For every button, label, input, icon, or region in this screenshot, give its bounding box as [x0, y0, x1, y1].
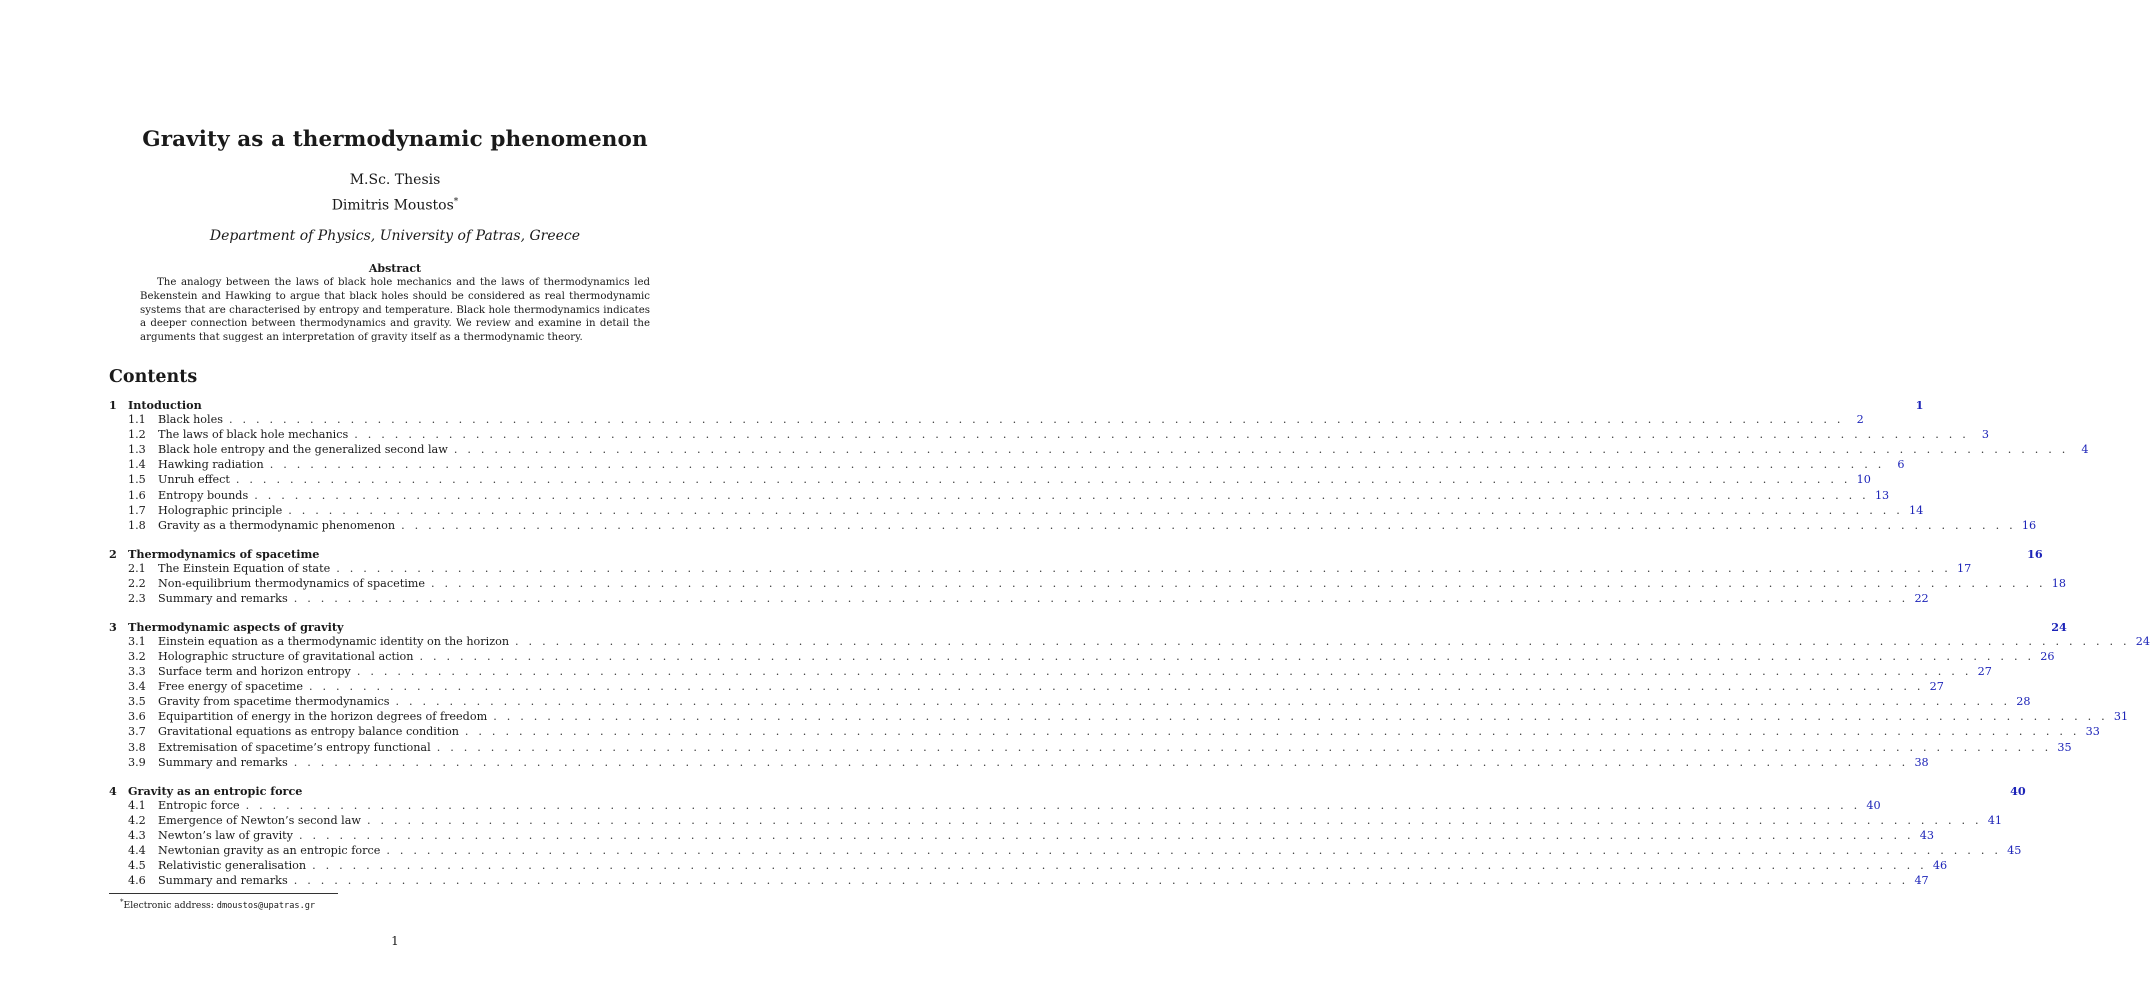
toc-entry-title[interactable]: Summary and remarks [158, 755, 288, 769]
toc-entry-title[interactable]: Gravity as a thermodynamic phenomenon [158, 518, 396, 532]
toc-page-link[interactable]: 4 [2081, 443, 2089, 457]
dot-leader: . . . . . . . . . . . . . . . . . . . . . . . . . . . . . . . . . . . . . . . . . . . . . . . . . . . . . . . . . . . . . . . . . . . . . . . . . . . . . . . . . . . . . . . . . . . . . . . . . . . . . . . . . . . . . . . . . . . . . . . . [436, 740, 2052, 754]
toc-subsection-entry[interactable] [109, 740, 2072, 756]
contents-heading: Contents [109, 367, 198, 387]
toc-page-link[interactable]: 17 [1956, 561, 1972, 575]
toc-entry-title[interactable]: Free energy of spacetime [158, 680, 303, 694]
dot-leader: . . . . . . . . . . . . . . . . . . . . . . . . . . . . . . . . . . . . . . . . . . . . . . . . . . . . . . . . . . . . . . . . . . . . . . . . . . . . . . . . . . . . . . . . . . . . . . . . . . . . . . . . . . . . . . . . . . . . . . . . [515, 634, 2130, 648]
toc-entry-number: 3 [109, 619, 117, 634]
toc-entry-number: 2 [109, 546, 117, 561]
dot-leader: . . . . . . . . . . . . . . . . . . . . . . . . . . . . . . . . . . . . . . . . . . . . . . . . . . . . . . . . . . . . . . . . . . . . . . . . . . . . . . . . . . . . . . . . . . . . . . . . . . . . . . . . . . . . . . . . . . . . . . . . [336, 561, 1951, 575]
toc-entry-number: 3.4 [128, 680, 146, 694]
author-footnote-mark[interactable]: * [453, 197, 459, 207]
toc-entry-title[interactable]: Gravity from spacetime thermodynamics [158, 695, 390, 709]
abstract-text: The analogy between the laws of black hole mechanics and the laws of thermodynamics led Bekenstein and Hawking to argue that black holes should be considered as real thermodynamic systems that are characterised by entropy and temperature. Black hole thermodynamics indicates a deeper connection between thermodynamics and gravity. We review and examine in detail the arguments that suggest an interpretation of gravity itself as a thermodynamic theory. [140, 277, 650, 344]
toc-entry-number: 1.1 [128, 413, 146, 427]
toc-subsection-entry[interactable] [109, 843, 2022, 859]
affiliation: Department of Physics, University of Patras, Greece [209, 228, 581, 244]
toc-section-3 [109, 619, 2150, 771]
toc-subsection-entry[interactable] [109, 755, 1929, 771]
toc-section-entry[interactable] [109, 783, 2026, 799]
dot-leader: . . . . . . . . . . . . . . . . . . . . . . . . . . . . . . . . . . . . . . . . . . . . . . . . . . . . . . . . . . . . . . . . . . . . . . . . . . . . . . . . . . . . . . . . . . . . . . . . . . . . . . . . . . . . . . . . . . . . . . . . [298, 828, 1914, 842]
toc-section-4 [109, 783, 2026, 890]
toc-page-link[interactable]: 1 [1915, 398, 1924, 412]
toc-entry-title[interactable]: Holographic principle [158, 503, 283, 517]
dot-leader: . . . . . . . . . . . . . . . . . . . . . . . . . . . . . . . . . . . . . . . . . . . . . . . . . . . . . . . . . . . . . . . . . . . . . . . . . . . . . . . . . . . . . . . . . . . . . . . . . . . . . . . . . . . . . . . . . . . . . . . . [293, 874, 1909, 888]
toc-entry-number: 2.2 [128, 576, 146, 590]
toc-entry-number: 3.8 [128, 740, 146, 754]
toc-page-link[interactable]: 14 [1908, 503, 1924, 517]
toc-subsection-entry[interactable] [109, 634, 2150, 650]
toc-page-link[interactable]: 22 [1914, 591, 1929, 605]
toc-entry-number: 1.7 [128, 503, 146, 517]
toc-subsection-entry[interactable] [109, 488, 1890, 504]
toc-page-link[interactable]: 18 [2051, 576, 2066, 590]
footnote-email[interactable]: dmoustos@upatras.gr [216, 901, 316, 912]
toc-subsection-entry[interactable] [109, 859, 1948, 874]
toc-entry-title[interactable]: Relativistic generalisation [158, 859, 307, 873]
dot-leader: . . . . . . . . . . . . . . . . . . . . . . . . . . . . . . . . . . . . . . . . . . . . . . . . . . . . . . . . . . . . . . . . . . . . . . . . . . . . . . . . . . . . . . . . . . . . . . . . . . . . . . . . . . . . . . . . . . . . . . . . [228, 413, 1844, 427]
dot-leader: . . . . . . . . . . . . . . . . . . . . . . . . . . . . . . . . . . . . . . . . . . . . . . . . . . . . . . . . . . . . . . . . . . . . . . . . . . . . . . . . . . . . . . . . . . . . . . . . . . . . . . . . . . . . . . . . . . . . . . . . [464, 725, 2080, 739]
dot-leader: . . . . . . . . . . . . . . . . . . . . . . . . . . . . . . . . . . . . . . . . . . . . . . . . . . . . . . . . . . . . . . . . . . . . . . . . . . . . . . . . . . . . . . . . . . . . . . . . . . . . . . . . . . . . . . . . . . . . . . . . [254, 488, 1869, 502]
toc-subsection-entry[interactable] [109, 710, 2129, 725]
toc-page-link[interactable]: 27 [1977, 665, 1992, 679]
toc-entry-number: 3.7 [128, 725, 146, 739]
toc-entry-number: 3.6 [128, 710, 146, 724]
toc-subsection-entry[interactable] [109, 695, 2031, 710]
toc-subsection-entry[interactable] [109, 413, 1864, 428]
toc-entry-number: 1 [109, 398, 117, 412]
toc-page-link[interactable]: 27 [1929, 680, 1944, 694]
toc-page-link[interactable]: 35 [2057, 740, 2072, 754]
toc-subsection-entry[interactable] [109, 680, 1944, 695]
dot-leader: . . . . . . . . . . . . . . . . . . . . . . . . . . . . . . . . . . . . . . . . . . . . . . . . . . . . . . . . . . . . . . . . . . . . . . . . . . . . . . . . . . . . . . . . . . . . . . . . . . . . . . . . . . . . . . . . . . . . . . . . [245, 798, 1861, 812]
toc-section-entry[interactable] [109, 546, 2043, 562]
thesis-type: M.Sc. Thesis [349, 172, 441, 188]
toc-entry-title[interactable]: Black hole entropy and the generalized second law [158, 443, 448, 457]
toc-entry-number: 4.5 [128, 859, 146, 873]
toc-page-link[interactable]: 38 [1914, 755, 1929, 769]
toc-entry-title[interactable]: Thermodynamic aspects of gravity [128, 619, 344, 634]
toc-entry-title[interactable]: Newtonian gravity as an entropic force [158, 843, 381, 857]
toc-entry-title[interactable]: Unruh effect [158, 473, 230, 487]
toc-subsection-entry[interactable] [109, 650, 2055, 665]
footnote-label: Electronic address: [123, 900, 217, 912]
toc-page-link[interactable]: 13 [1874, 488, 1890, 502]
toc-page-link[interactable]: 40 [2010, 783, 2026, 798]
toc-page-link[interactable]: 47 [1914, 874, 1929, 888]
toc-subsection-entry[interactable] [109, 874, 1929, 889]
dot-leader: . . . . . . . . . . . . . . . . . . . . . . . . . . . . . . . . . . . . . . . . . . . . . . . . . . . . . . . . . . . . . . . . . . . . . . . . . . . . . . . . . . . . . . . . . . . . . . . . . . . . . . . . . . . . . . . . . . . . . . . . [235, 473, 1851, 487]
toc-subsection-entry[interactable] [109, 813, 2002, 829]
toc-page-link[interactable]: 33 [2085, 725, 2100, 739]
table-of-contents [109, 398, 2150, 902]
toc-entry-title[interactable]: Einstein equation as a thermodynamic identity on the horizon [158, 634, 510, 648]
toc-page-link[interactable]: 43 [1919, 828, 1934, 842]
toc-subsection-entry[interactable] [109, 458, 1905, 473]
toc-entry-number: 4.2 [128, 813, 146, 827]
toc-entry-number: 3.3 [128, 665, 146, 679]
toc-page-link[interactable]: 45 [2007, 843, 2022, 857]
toc-section-1 [109, 398, 2089, 534]
toc-page-link[interactable]: 28 [2016, 695, 2031, 709]
dot-leader: . . . . . . . . . . . . . . . . . . . . . . . . . . . . . . . . . . . . . . . . . . . . . . . . . . . . . . . . . . . . . . . . . . . . . . . . . . . . . . . . . . . . . . . . . . . . . . . . . . . . . . . . . . . . . . . . . . . . . . . . [453, 443, 2069, 457]
toc-entry-number: 4.6 [128, 874, 146, 888]
toc-entry-title[interactable]: Gravitational equations as entropy balance condition [158, 725, 459, 739]
toc-subsection-entry[interactable] [109, 518, 2037, 534]
toc-entry-title[interactable]: Equipartition of energy in the horizon degrees of freedom [158, 710, 488, 724]
toc-subsection-entry[interactable] [109, 828, 1934, 844]
dot-leader: . . . . . . . . . . . . . . . . . . . . . . . . . . . . . . . . . . . . . . . . . . . . . . . . . . . . . . . . . . . . . . . . . . . . . . . . . . . . . . . . . . . . . . . . . . . . . . . . . . . . . . . . . . . . . . . . . . . . . . . . [367, 813, 1982, 827]
dot-leader: . . . . . . . . . . . . . . . . . . . . . . . . . . . . . . . . . . . . . . . . . . . . . . . . . . . . . . . . . . . . . . . . . . . . . . . . . . . . . . . . . . . . . . . . . . . . . . . . . . . . . . . . . . . . . . . . . . . . . . . . [288, 503, 1903, 517]
toc-entry-number: 1.6 [128, 488, 146, 502]
toc-subsection-entry[interactable] [109, 576, 2066, 592]
toc-entry-title[interactable]: The laws of black hole mechanics [158, 428, 349, 442]
toc-page-link[interactable]: 6 [1897, 458, 1905, 472]
toc-section-entry[interactable] [109, 619, 2067, 635]
toc-entry-number: 2.3 [128, 591, 146, 605]
toc-page-link[interactable]: 24 [2135, 634, 2150, 648]
toc-subsection-entry[interactable] [109, 561, 1972, 577]
toc-section-entry[interactable] [109, 398, 1924, 413]
toc-entry-title[interactable]: Surface term and horizon entropy [158, 665, 351, 679]
page-number: 1 [391, 934, 399, 948]
toc-entry-title[interactable]: Emergence of Newton’s second law [158, 813, 361, 827]
author-name: Dimitris Moustos [331, 197, 454, 214]
dot-leader: . . . . . . . . . . . . . . . . . . . . . . . . . . . . . . . . . . . . . . . . . . . . . . . . . . . . . . . . . . . . . . . . . . . . . . . . . . . . . . . . . . . . . . . . . . . . . . . . . . . . . . . . . . . . . . . . . . . . . . . . [386, 843, 2002, 857]
abstract-heading: Abstract [368, 262, 422, 275]
dot-leader: . . . . . . . . . . . . . . . . . . . . . . . . . . . . . . . . . . . . . . . . . . . . . . . . . . . . . . . . . . . . . . . . . . . . . . . . . . . . . . . . . . . . . . . . . . . . . . . . . . . . . . . . . . . . . . . . . . . . . . . . [354, 428, 1969, 442]
dot-leader: . . . . . . . . . . . . . . . . . . . . . . . . . . . . . . . . . . . . . . . . . . . . . . . . . . . . . . . . . . . . . . . . . . . . . . . . . . . . . . . . . . . . . . . . . . . . . . . . . . . . . . . . . . . . . . . . . . . . . . . . [419, 650, 2035, 663]
toc-entry-title[interactable]: Entropic force [158, 798, 240, 812]
toc-entry-number: 1.3 [128, 443, 146, 457]
toc-page-link[interactable]: 24 [2051, 619, 2067, 634]
toc-page-link[interactable]: 26 [2040, 650, 2055, 663]
toc-entry-number: 1.5 [128, 473, 146, 487]
toc-entry-number: 4 [109, 783, 117, 798]
dot-leader: . . . . . . . . . . . . . . . . . . . . . . . . . . . . . . . . . . . . . . . . . . . . . . . . . . . . . . . . . . . . . . . . . . . . . . . . . . . . . . . . . . . . . . . . . . . . . . . . . . . . . . . . . . . . . . . . . . . . . . . . [401, 518, 2016, 532]
toc-entry-number: 1.4 [128, 458, 146, 472]
toc-entry-number: 3.9 [128, 755, 146, 769]
dot-leader: . . . . . . . . . . . . . . . . . . . . . . . . . . . . . . . . . . . . . . . . . . . . . . . . . . . . . . . . . . . . . . . . . . . . . . . . . . . . . . . . . . . . . . . . . . . . . . . . . . . . . . . . . . . . . . . . . . . . . . . . [293, 591, 1909, 605]
toc-entry-title[interactable]: Holographic structure of gravitational action [158, 650, 414, 663]
author-line [0, 197, 790, 214]
toc-entry-title[interactable]: Thermodynamics of spacetime [128, 546, 320, 561]
toc-entry-number: 4.4 [128, 843, 146, 857]
toc-entry-number: 4.3 [128, 828, 146, 842]
toc-entry-title[interactable]: The Einstein Equation of state [158, 561, 331, 575]
toc-subsection-entry[interactable] [109, 665, 1992, 680]
toc-subsection-entry[interactable] [109, 443, 2089, 458]
toc-section-2 [109, 546, 2066, 607]
toc-entry-title[interactable]: Extremisation of spacetime’s entropy functional [158, 740, 431, 754]
toc-entry-number: 3.1 [128, 634, 146, 648]
toc-entry-title[interactable]: Gravity as an entropic force [128, 783, 303, 798]
paper-title: Gravity as a thermodynamic phenomenon [142, 127, 648, 152]
toc-page-link[interactable]: 10 [1856, 473, 1871, 487]
toc-entry-title[interactable]: Intoduction [128, 398, 202, 412]
toc-page-link[interactable]: 3 [1981, 428, 1989, 442]
toc-subsection-entry[interactable] [109, 725, 2100, 740]
toc-entry-title[interactable]: Hawking radiation [158, 458, 264, 472]
toc-entry-number: 3.2 [128, 650, 146, 663]
toc-entry-number: 1.2 [128, 428, 146, 442]
dot-leader: . . . . . . . . . . . . . . . . . . . . . . . . . . . . . . . . . . . . . . . . . . . . . . . . . . . . . . . . . . . . . . . . . . . . . . . . . . . . . . . . . . . . . . . . . . . . . . . . . . . . . . . . . . . . . . . . . . . . . . . . [293, 755, 1909, 769]
toc-page-link[interactable]: 40 [1866, 798, 1881, 812]
toc-subsection-entry[interactable] [109, 798, 1881, 814]
footnote-rule [109, 893, 338, 894]
toc-entry-number: 1.8 [128, 518, 146, 532]
toc-entry-number: 3.5 [128, 695, 146, 709]
dot-leader: . . . . . . . . . . . . . . . . . . . . . . . . . . . . . . . . . . . . . . . . . . . . . . . . . . . . . . . . . . . . . . . . . . . . . . . . . . . . . . . . . . . . . . . . . . . . . . . . . . . . . . . . . . . . . . . . . . . . . . . . [308, 680, 1924, 694]
toc-page-link[interactable]: 41 [1987, 813, 2002, 827]
toc-entry-number: 4.1 [128, 798, 146, 812]
toc-page-link[interactable]: 46 [1932, 859, 1948, 873]
toc-subsection-entry[interactable] [109, 591, 1929, 607]
toc-page-link[interactable]: 31 [2113, 710, 2129, 724]
toc-entry-title[interactable]: Summary and remarks [158, 591, 288, 605]
toc-entry-title[interactable]: Newton’s law of gravity [158, 828, 293, 842]
dot-leader: . . . . . . . . . . . . . . . . . . . . . . . . . . . . . . . . . . . . . . . . . . . . . . . . . . . . . . . . . . . . . . . . . . . . . . . . . . . . . . . . . . . . . . . . . . . . . . . . . . . . . . . . . . . . . . . . . . . . . . . . [493, 710, 2108, 724]
footnote-mark: * [120, 898, 124, 906]
toc-page-link[interactable]: 16 [2027, 546, 2043, 561]
toc-subsection-entry[interactable] [109, 503, 1924, 519]
footnote [120, 898, 315, 911]
toc-subsection-entry[interactable] [109, 473, 1871, 488]
toc-entry-number: 2.1 [128, 561, 146, 575]
dot-leader: . . . . . . . . . . . . . . . . . . . . . . . . . . . . . . . . . . . . . . . . . . . . . . . . . . . . . . . . . . . . . . . . . . . . . . . . . . . . . . . . . . . . . . . . . . . . . . . . . . . . . . . . . . . . . . . . . . . . . . . . [269, 458, 1885, 472]
dot-leader: . . . . . . . . . . . . . . . . . . . . . . . . . . . . . . . . . . . . . . . . . . . . . . . . . . . . . . . . . . . . . . . . . . . . . . . . . . . . . . . . . . . . . . . . . . . . . . . . . . . . . . . . . . . . . . . . . . . . . . . . [356, 665, 1972, 679]
toc-page-link[interactable]: 16 [2021, 518, 2037, 532]
toc-entry-title[interactable]: Non-equilibrium thermodynamics of spacetime [158, 576, 426, 590]
dot-leader: . . . . . . . . . . . . . . . . . . . . . . . . . . . . . . . . . . . . . . . . . . . . . . . . . . . . . . . . . . . . . . . . . . . . . . . . . . . . . . . . . . . . . . . . . . . . . . . . . . . . . . . . . . . . . . . . . . . . . . . . [431, 576, 2046, 590]
dot-leader: . . . . . . . . . . . . . . . . . . . . . . . . . . . . . . . . . . . . . . . . . . . . . . . . . . . . . . . . . . . . . . . . . . . . . . . . . . . . . . . . . . . . . . . . . . . . . . . . . . . . . . . . . . . . . . . . . . . . . . . . [395, 695, 2011, 709]
toc-entry-title[interactable]: Black holes [158, 413, 223, 427]
toc-entry-title[interactable]: Entropy bounds [158, 488, 249, 502]
toc-page-link[interactable]: 2 [1856, 413, 1864, 427]
toc-subsection-entry[interactable] [109, 428, 1989, 443]
dot-leader: . . . . . . . . . . . . . . . . . . . . . . . . . . . . . . . . . . . . . . . . . . . . . . . . . . . . . . . . . . . . . . . . . . . . . . . . . . . . . . . . . . . . . . . . . . . . . . . . . . . . . . . . . . . . . . . . . . . . . . . . [312, 859, 1927, 873]
toc-entry-title[interactable]: Summary and remarks [158, 874, 288, 888]
